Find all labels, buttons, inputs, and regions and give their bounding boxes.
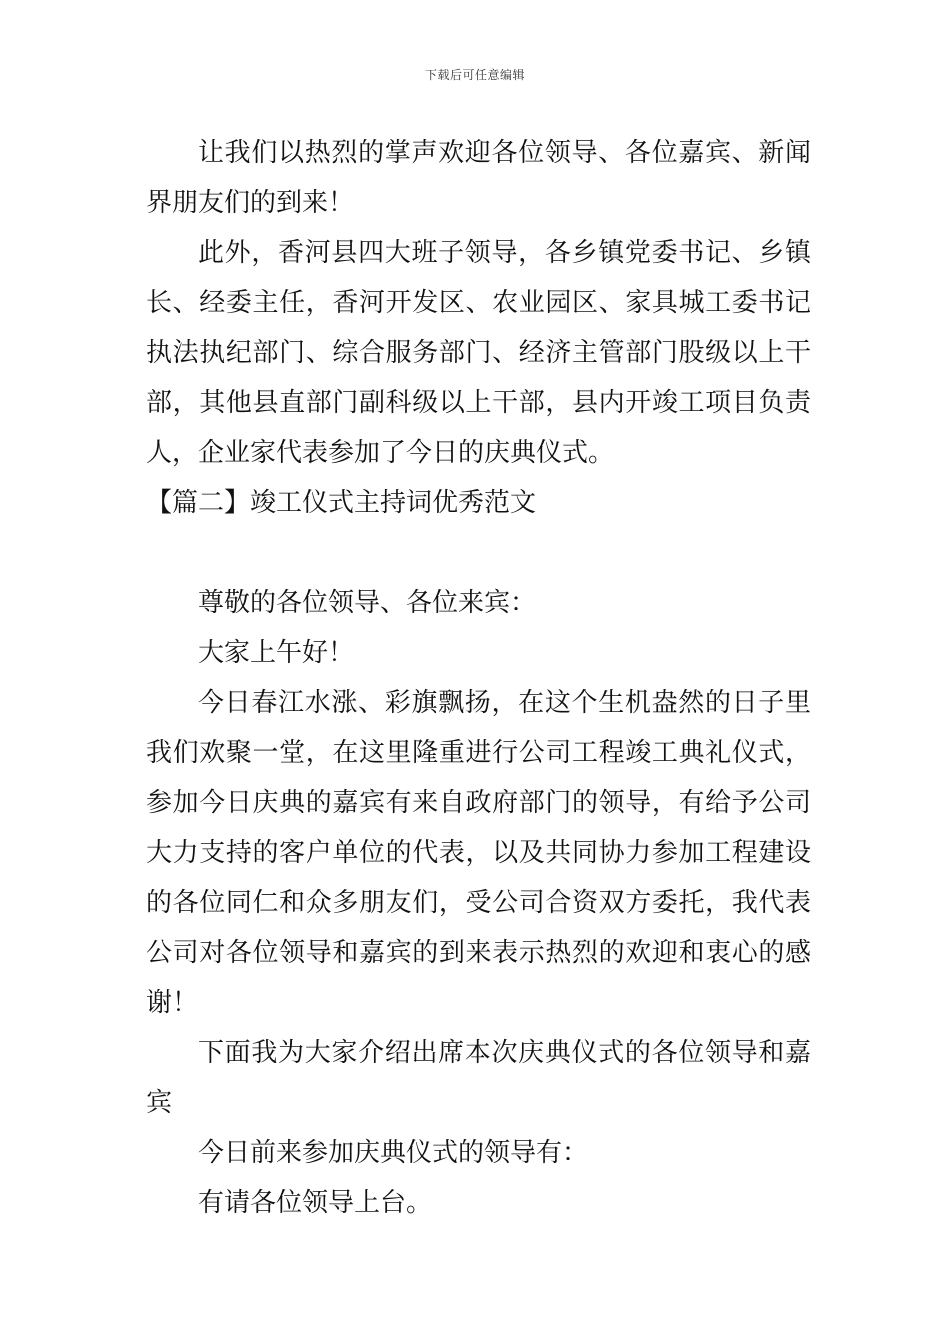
paragraph-leaders: 今日前来参加庆典仪式的领导有：: [198, 1138, 589, 1168]
paragraph-welcome: 让我们以热烈的掌声欢迎各位领导、各位嘉宾、新闻界朋友们的到来！: [146, 138, 811, 218]
paragraph-invite-stage: 有请各位领导上台。: [198, 1188, 433, 1218]
paragraph-introduction: 下面我为大家介绍出席本次庆典仪式的各位领导和嘉宾: [146, 1038, 811, 1118]
paragraph-opening: 今日春江水涨、彩旗飘扬，在这个生机盎然的日子里我们欢聚一堂，在这里隆重进行公司工程竣工典礼仪式，参加今日庆典的嘉宾有来自政府部门的领导，有给予公司大力支持的客户单位的代表，以及共同协力参加工程建设的各位同仁和众多朋友们，受公司合资双方委托，我代表公司对各位领导和嘉宾的到来表示热烈的欢迎和衷心的感谢！: [146, 688, 811, 1018]
paragraph-greeting: 大家上午好！: [198, 638, 355, 668]
paragraph-salutation: 尊敬的各位领导、各位来宾：: [198, 588, 537, 618]
paragraph-attendees: 此外，香河县四大班子领导，各乡镇党委书记、乡镇长、经委主任，香河开发区、农业园区、家具城工委书记执法执纪部门、综合服务部门、经济主管部门股级以上干部，其他县直部门副科级以上干部，县内开竣工项目负责人，企业家代表参加了今日的庆典仪式。: [146, 238, 811, 468]
blank-line: [146, 528, 811, 578]
document-body: [146, 128, 811, 1228]
page-header-note: 下载后可任意编辑: [424, 68, 525, 82]
section-heading: 【篇二】竣工仪式主持词优秀范文: [146, 488, 537, 518]
